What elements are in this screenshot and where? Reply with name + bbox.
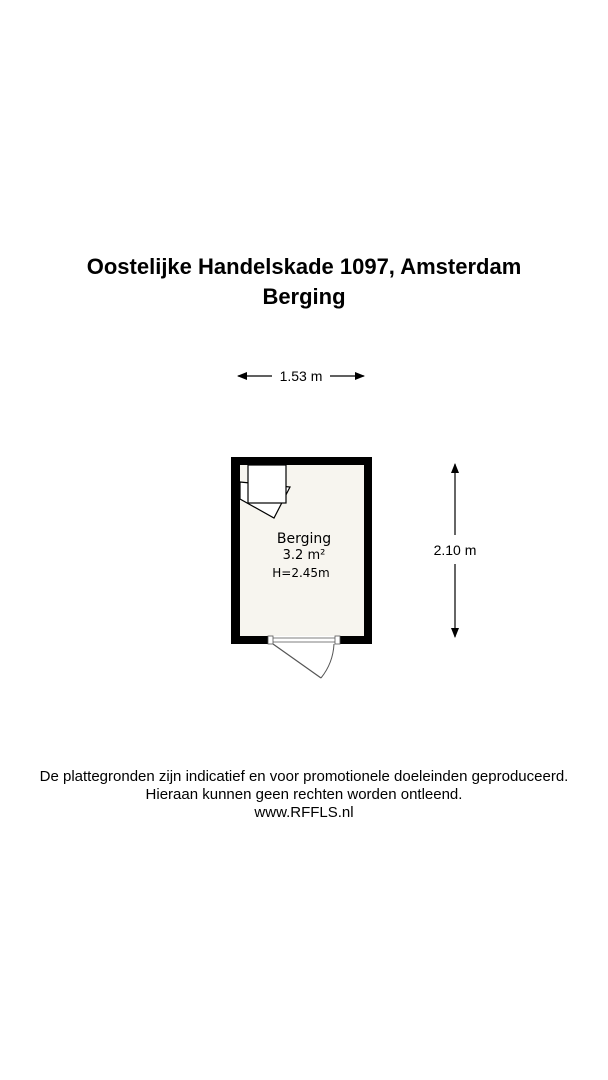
room-name: Berging — [276, 531, 332, 547]
disclaimer-line-2: Hieraan kunnen geen rechten worden ontleend. — [145, 786, 463, 803]
floor-title: Berging — [262, 284, 346, 309]
width-dimension — [238, 368, 364, 384]
door-swing-arc — [321, 644, 334, 678]
disclaimer-website: www.RFFLS.nl — [254, 804, 354, 821]
door-leaf — [273, 644, 321, 678]
room-area: 3.2 m² — [282, 548, 326, 563]
disclaimer-line-1: De plattegronden zijn indicatief en voor promotionele doeleinden geproduceerd. — [39, 768, 569, 785]
wall-top — [231, 457, 372, 465]
disclaimer — [0, 768, 608, 822]
room-height: H=2.45m — [272, 566, 330, 580]
door — [268, 636, 340, 678]
depth-dimension — [434, 464, 477, 637]
width-label: 1.53 m — [279, 368, 323, 384]
door-jamb-left — [268, 636, 273, 644]
wall-bottom-right — [340, 636, 372, 644]
depth-label: 2.10 m — [433, 542, 477, 558]
wall-left — [231, 457, 240, 644]
door-jamb-right — [335, 636, 340, 644]
wall-bottom-left — [231, 636, 268, 644]
storage-box — [248, 465, 286, 503]
wall-right — [364, 457, 372, 644]
address-title: Oostelijke Handelskade 1097, Amsterdam — [86, 254, 522, 279]
